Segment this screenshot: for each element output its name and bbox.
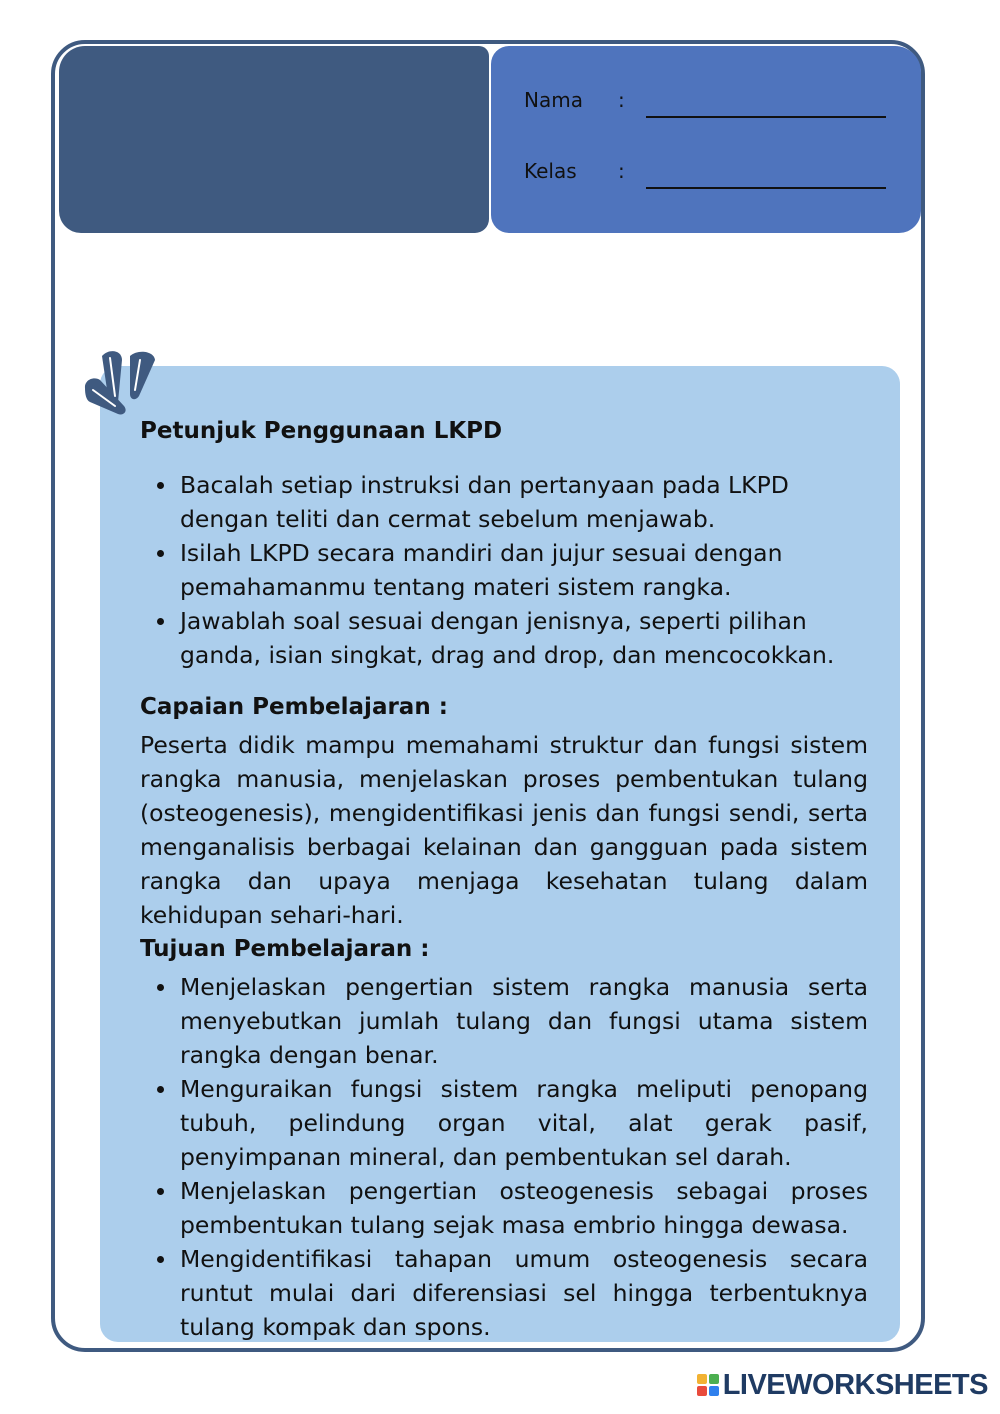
kelas-colon: :	[618, 159, 625, 183]
logo-square	[697, 1374, 707, 1384]
logo-square	[697, 1386, 707, 1396]
list-item: Menjelaskan pengertian osteogenesis sebagai proses pembentukan tulang sejak masa embrio hingga dewasa.	[140, 1174, 868, 1242]
kelas-label: Kelas	[524, 159, 577, 183]
nama-label: Nama	[524, 88, 583, 112]
capaian-title: Capaian Pembelajaran :	[140, 694, 448, 720]
petunjuk-list	[140, 468, 868, 672]
capaian-text: Peserta didik mampu memahami struktur dan fungsi sistem rangka manusia, menjelaskan proses pembentukan tulang (osteogenesis), mengidentifikasi jenis dan fungsi sendi, serta menganalisis berbagai kelainan dan gangguan pada sistem rangka dan upaya menjaga kesehatan tulang dalam kehidupan sehari-hari.	[140, 731, 868, 929]
logo-text: LIVEWORKSHEETS	[722, 1368, 988, 1401]
tujuan-title: Tujuan Pembelajaran :	[140, 936, 430, 962]
list-item: Mengidentifikasi tahapan umum osteogenesis secara runtut mulai dari diferensiasi sel hingga terbentuknya tulang kompak dan spons.	[140, 1242, 868, 1344]
list-item: Jawablah soal sesuai dengan jenisnya, seperti pilihan ganda, isian singkat, drag and drop, dan mencocokkan.	[140, 604, 868, 672]
list-item: Bacalah setiap instruksi dan pertanyaan pada LKPD dengan teliti dan cermat sebelum menjawab.	[140, 468, 868, 536]
list-item: Isilah LKPD secara mandiri dan jujur sesuai dengan pemahamanmu tentang materi sistem rangka.	[140, 536, 868, 604]
petunjuk-title: Petunjuk Penggunaan LKPD	[140, 418, 503, 444]
logo-square	[709, 1386, 719, 1396]
header-dark-panel	[59, 46, 489, 233]
kelas-input-line[interactable]	[646, 187, 886, 189]
nama-colon: :	[618, 88, 625, 112]
nama-input-line[interactable]	[646, 116, 886, 118]
splash-decoration-icon	[82, 346, 166, 416]
lkpd-content	[140, 414, 868, 1344]
tujuan-list	[140, 970, 868, 1344]
list-item: Menguraikan fungsi sistem rangka meliputi penopang tubuh, pelindung organ vital, alat gerak pasif, penyimpanan mineral, dan pembentukan sel darah.	[140, 1072, 868, 1174]
list-item: Menjelaskan pengertian sistem rangka manusia serta menyebutkan jumlah tulang dan fungsi utama sistem rangka dengan benar.	[140, 970, 868, 1072]
liveworksheets-logo-icon	[697, 1374, 719, 1396]
header-identity-panel	[491, 46, 921, 233]
logo-square	[709, 1374, 719, 1384]
liveworksheets-logo	[697, 1370, 988, 1400]
